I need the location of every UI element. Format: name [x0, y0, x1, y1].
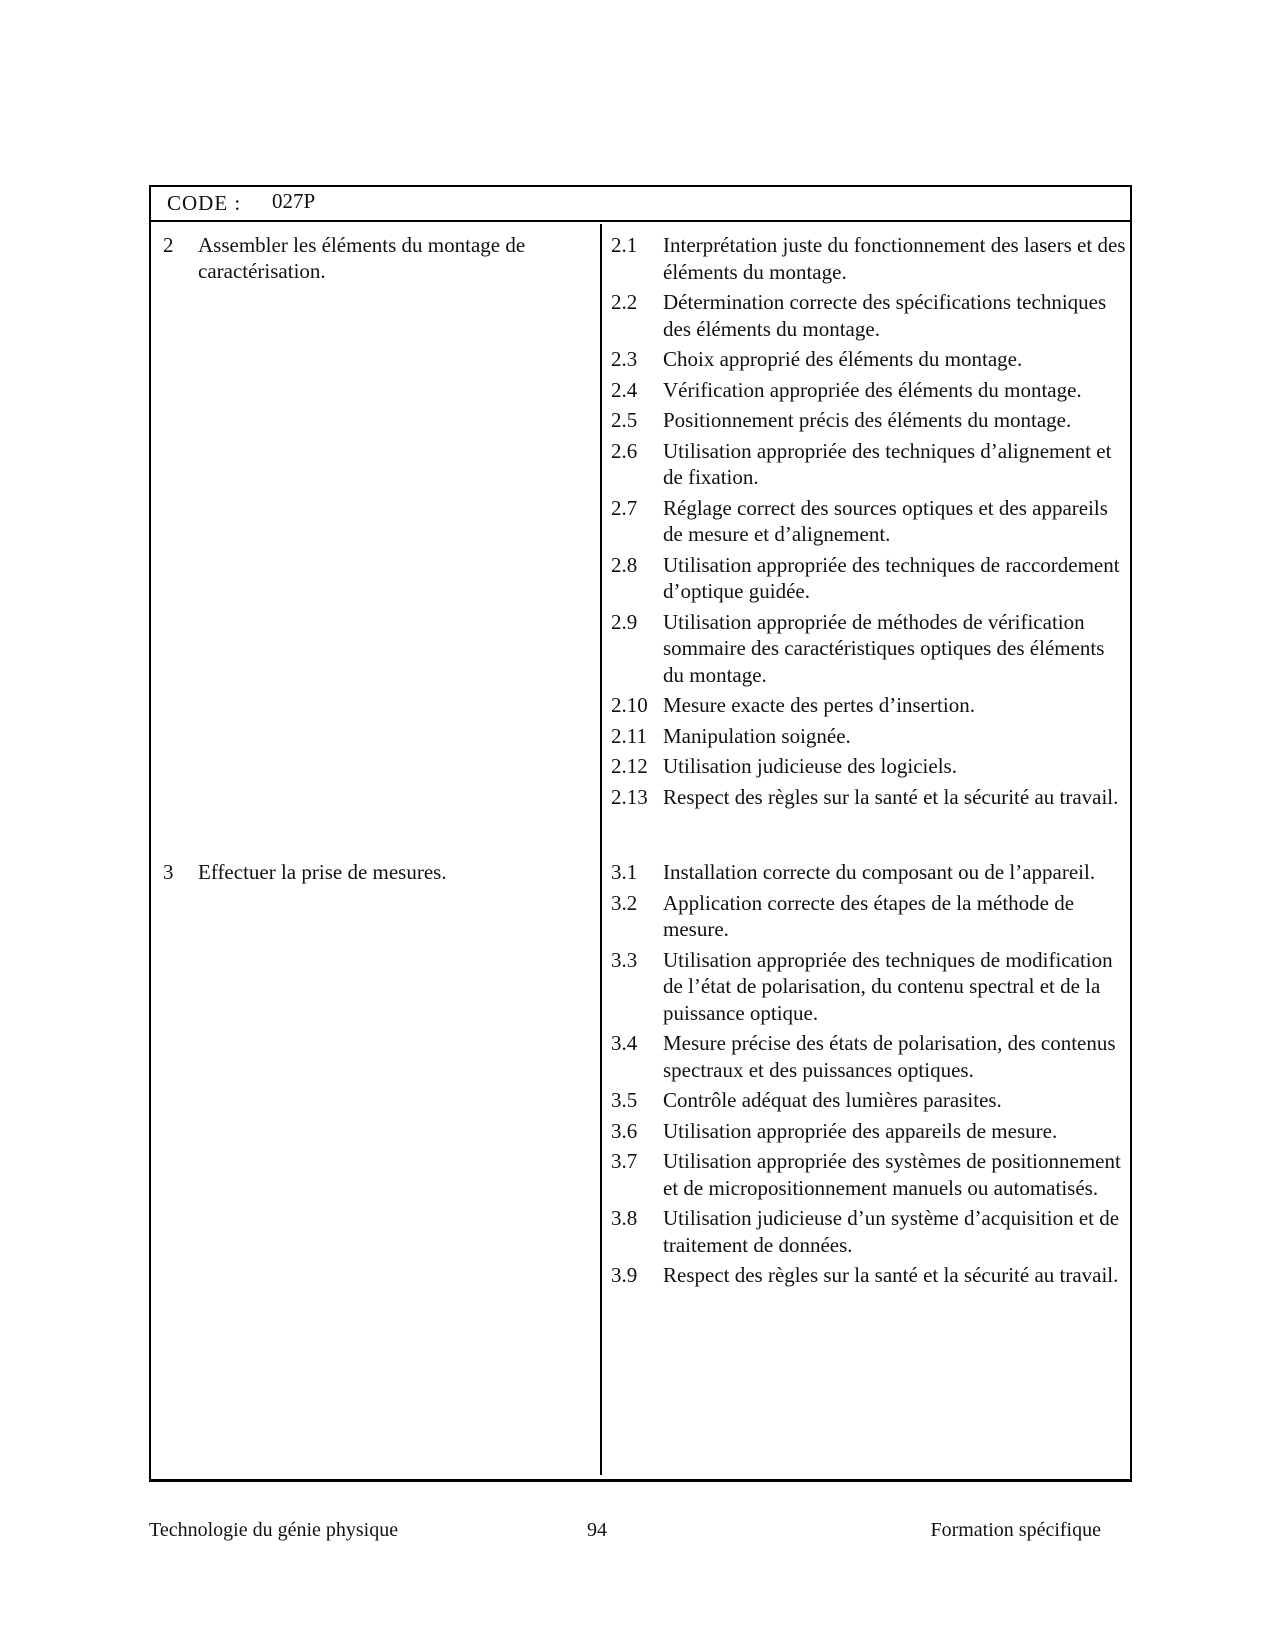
criterion-number: 2.11	[611, 723, 647, 748]
criterion-text: Positionnement précis des éléments du montage.	[663, 408, 1072, 432]
criterion-number: 2.6	[611, 438, 638, 463]
criterion-text: Manipulation soignée.	[663, 723, 851, 748]
criterion-text: Mesure exacte des pertes d’insertion.	[663, 693, 975, 717]
criteria-list-2	[611, 232, 1126, 814]
criterion-item	[611, 289, 1126, 342]
criterion-number: 2.2	[611, 290, 638, 314]
criterion-number: 3.1	[611, 860, 638, 884]
criterion-item	[611, 890, 1126, 943]
criterion-number: 2.1	[611, 233, 638, 257]
code-header	[151, 187, 1130, 222]
criterion-text: Contrôle adéquat des lumières parasites.	[663, 1088, 1002, 1112]
criterion-item	[611, 1262, 1126, 1289]
criterion-item	[611, 1148, 1126, 1201]
element-3	[151, 859, 591, 885]
criterion-text: Utilisation appropriée des techniques de raccordement d’optique guidée.	[663, 552, 1120, 603]
criterion-text: Application correcte des étapes de la méthode de mesure.	[663, 890, 1075, 941]
criterion-item	[611, 859, 1126, 886]
criterion-number: 3.3	[611, 947, 638, 972]
criterion-number: 2.8	[611, 552, 638, 577]
criterion-item	[611, 552, 1126, 605]
footer-program: Technologie du génie physique	[149, 1519, 399, 1541]
criterion-number: 2.13	[611, 784, 648, 809]
criterion-text: Utilisation appropriée des systèmes de positionnement et de micropositionnement manuels ou automatisés.	[663, 1149, 1121, 1200]
criterion-item	[611, 346, 1126, 373]
criterion-text: Détermination correcte des spécifications techniques des éléments du montage.	[663, 290, 1107, 341]
criterion-item	[611, 947, 1126, 1027]
criterion-text: Utilisation appropriée des appareils de mesure.	[663, 1118, 1058, 1143]
criterion-text: Installation correcte du composant ou de l’appareil.	[663, 860, 1096, 884]
criterion-item	[611, 1118, 1126, 1145]
criterion-number: 3.7	[611, 1149, 638, 1173]
criterion-text: Utilisation judicieuse d’un système d’acquisition et de traitement de données.	[663, 1206, 1120, 1257]
criterion-number: 2.12	[611, 754, 648, 778]
criterion-text: Réglage correct des sources optiques et des appareils de mesure et d’alignement.	[663, 495, 1108, 546]
criterion-item	[611, 1030, 1126, 1083]
criterion-text: Utilisation judicieuse des logiciels.	[663, 754, 957, 778]
criterion-number: 3.9	[611, 1263, 638, 1287]
criterion-number: 3.5	[611, 1088, 638, 1112]
criterion-item	[611, 407, 1126, 434]
criterion-item	[611, 753, 1126, 780]
element-title: Assembler les éléments du montage de caractérisation.	[198, 233, 526, 283]
criterion-item	[611, 784, 1126, 811]
criterion-item	[611, 1205, 1126, 1258]
code-value: 027P	[272, 189, 316, 213]
code-label: CODE :	[167, 191, 242, 215]
criterion-text: Choix approprié des éléments du montage.	[663, 347, 1023, 371]
criterion-item	[611, 609, 1126, 689]
criterion-item	[611, 723, 1126, 750]
criterion-text: Respect des règles sur la santé et la sécurité au travail.	[663, 784, 1119, 809]
criterion-text: Respect des règles sur la santé et la sécurité au travail.	[663, 1263, 1119, 1287]
element-title: Effectuer la prise de mesures.	[198, 860, 447, 884]
criterion-item	[611, 692, 1126, 719]
criterion-text: Mesure précise des états de polarisation, des contenus spectraux et des puissances optiques.	[663, 1031, 1116, 1082]
criterion-text: Interprétation juste du fonctionnement des lasers et des éléments du montage.	[663, 233, 1126, 284]
competency-table	[149, 185, 1132, 1482]
page-number: 94	[587, 1519, 607, 1541]
criterion-text: Utilisation appropriée des techniques d’alignement et de fixation.	[663, 438, 1112, 489]
criterion-text: Utilisation appropriée de méthodes de vérification sommaire des caractéristiques optiques des éléments du montage.	[663, 609, 1105, 687]
criterion-number: 3.8	[611, 1206, 638, 1230]
criterion-item	[611, 232, 1126, 285]
criterion-number: 3.2	[611, 890, 638, 915]
criterion-item	[611, 1087, 1126, 1114]
criterion-number: 2.4	[611, 377, 638, 402]
criterion-text: Utilisation appropriée des techniques de modification de l’état de polarisation, du contenu spectral et de la puissance optique.	[663, 947, 1113, 1025]
criterion-number: 2.3	[611, 347, 638, 371]
criterion-text: Vérification appropriée des éléments du montage.	[663, 377, 1082, 402]
criterion-item	[611, 377, 1126, 404]
criterion-item	[611, 495, 1126, 548]
criterion-number: 3.4	[611, 1031, 638, 1055]
criterion-number: 2.10	[611, 693, 648, 717]
element-number: 2	[163, 233, 174, 257]
criterion-number: 2.7	[611, 495, 638, 520]
criterion-number: 2.5	[611, 408, 638, 432]
criterion-number: 2.9	[611, 609, 638, 634]
criteria-list-3	[611, 859, 1126, 1293]
column-divider	[600, 224, 602, 1475]
criterion-number: 3.6	[611, 1118, 638, 1143]
element-2	[151, 232, 591, 284]
footer-section: Formation spécifique	[930, 1519, 1101, 1541]
element-number: 3	[163, 860, 174, 884]
criterion-item	[611, 438, 1126, 491]
